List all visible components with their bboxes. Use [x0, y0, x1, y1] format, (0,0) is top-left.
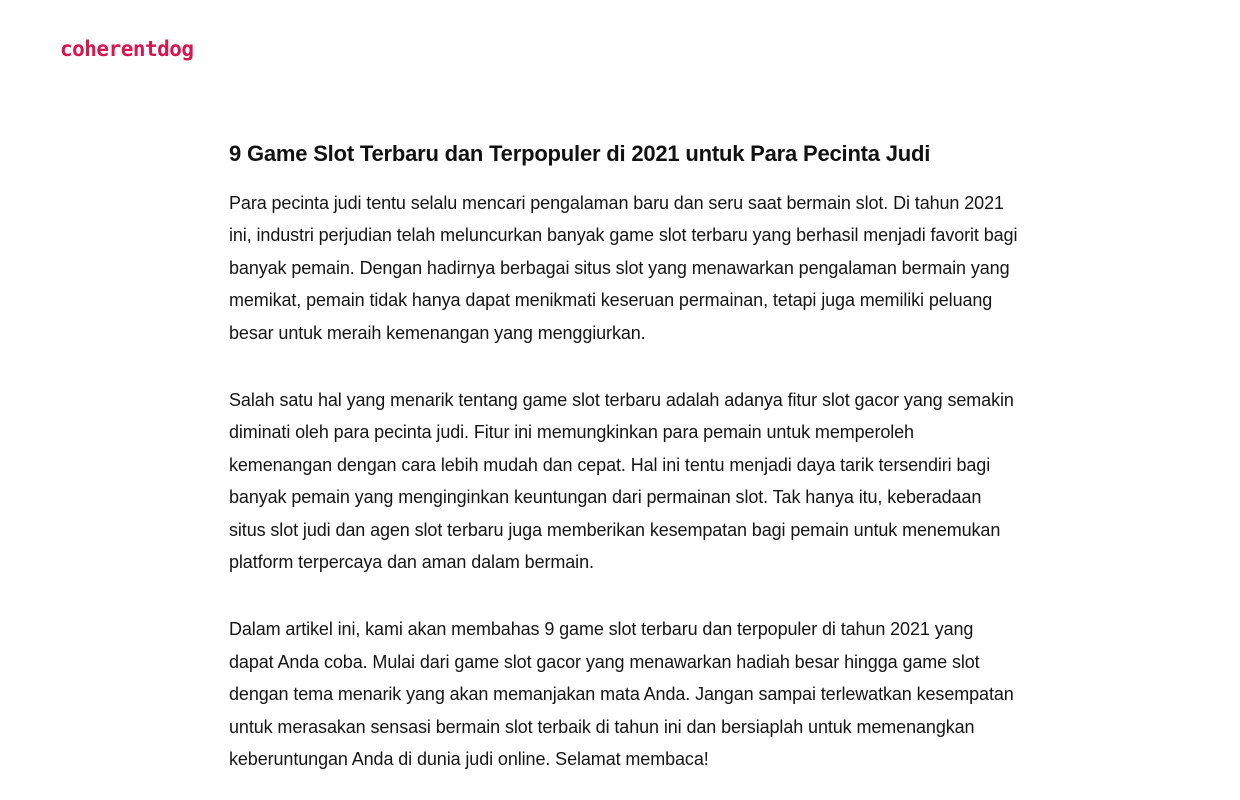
article-paragraph-1: Para pecinta judi tentu selalu mencari pengalaman baru dan seru saat bermain slot. Di tahun 2021 ini, industri perjudian telah meluncurkan banyak game slot terbaru yang berhasil menjadi favorit bagi banyak pemain. Dengan hadirnya berbagai situs slot yang menawarkan pengalaman bermain yang memikat, pemain tidak hanya dapat menikmati keseruan permainan, tetapi juga memiliki peluang besar untuk meraih kemenangan yang menggiurkan. [229, 193, 1018, 343]
article-paragraph-3: Dalam artikel ini, kami akan membahas 9 game slot terbaru dan terpopuler di tahun 2021 yang dapat Anda coba. Mulai dari game slot gacor yang menawarkan hadiah besar hingga game slot dengan tema menarik yang akan memanjakan mata Anda. Jangan sampai terlewatkan kesempatan untuk merasakan sensasi bermain slot terbaik di tahun ini dan bersiaplah untuk memenangkan keberuntungan Anda di dunia judi online. Selamat membaca! [229, 619, 1014, 770]
article-body [229, 187, 1019, 776]
article-title: 9 Game Slot Terbaru dan Terpopuler di 2021 untuk Para Pecinta Judi [229, 141, 931, 166]
article-paragraph-2: Salah satu hal yang menarik tentang game slot terbaru adalah adanya fitur slot gacor yang semakin diminati oleh para pecinta judi. Fitur ini memungkinkan para pemain untuk memperoleh kemenangan dengan cara lebih mudah dan cepat. Hal ini tentu menjadi daya tarik tersendiri bagi banyak pemain yang menginginkan keuntungan dari permainan slot. Tak hanya itu, keberadaan situs slot judi dan agen slot terbaru juga memberikan kesempatan bagi pemain untuk menemukan platform terpercaya dan aman dalam bermain. [229, 390, 1014, 573]
article [229, 138, 1019, 800]
site-logo-link[interactable]: coherentdog [60, 37, 194, 61]
site-header [60, 34, 194, 64]
